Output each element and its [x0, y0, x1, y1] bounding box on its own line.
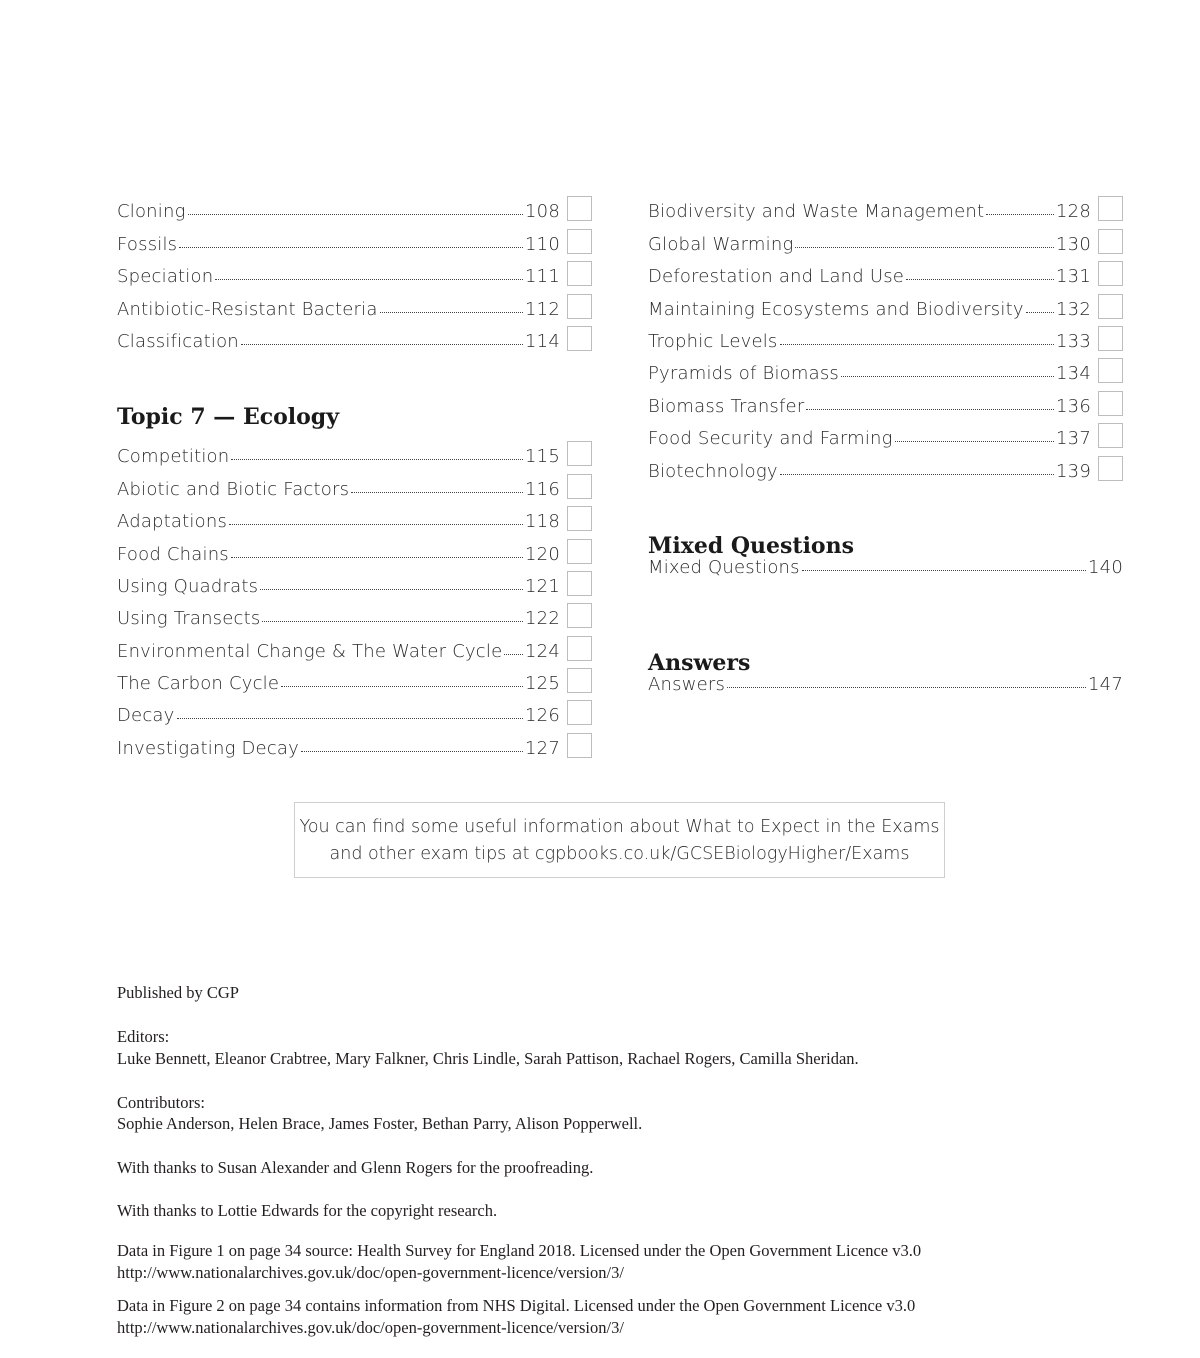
- toc-entry-page: 125: [525, 673, 560, 695]
- toc-entry-title: Mixed Questions: [648, 557, 800, 579]
- dot-leader: [301, 750, 523, 752]
- progress-checkbox[interactable]: [567, 441, 592, 466]
- toc-entry-page: 137: [1056, 428, 1091, 450]
- toc-entry[interactable]: [648, 663, 1123, 695]
- publisher-line: Published by CGP: [117, 983, 239, 1002]
- progress-checkbox[interactable]: [567, 539, 592, 564]
- progress-checkbox[interactable]: [1098, 261, 1123, 286]
- dot-leader: [351, 491, 523, 493]
- toc-list-mixed-questions: [648, 546, 1123, 578]
- editors-list: Luke Bennett, Eleanor Crabtree, Mary Falkner, Chris Lindle, Sarah Pattison, Rachael Rogers, Camilla Sheridan.: [117, 1049, 859, 1068]
- progress-checkbox[interactable]: [1098, 326, 1123, 351]
- toc-entry[interactable]: [117, 565, 592, 597]
- progress-checkbox[interactable]: [567, 261, 592, 286]
- progress-checkbox[interactable]: [1098, 196, 1123, 221]
- progress-checkbox[interactable]: [1098, 229, 1123, 254]
- toc-entry-title: Maintaining Ecosystems and Biodiversity: [648, 298, 1024, 320]
- toc-entry-page: 120: [525, 543, 560, 565]
- toc-entry[interactable]: [117, 662, 592, 694]
- info-box-line: You can find some useful information about What to Expect in the Exams: [299, 817, 940, 837]
- dot-leader: [188, 213, 523, 215]
- dot-leader: [727, 686, 1086, 688]
- toc-entry[interactable]: [648, 320, 1123, 352]
- toc-entry-page: 127: [525, 737, 560, 759]
- dot-leader: [177, 717, 524, 719]
- toc-entry-title: Using Transects: [117, 608, 261, 630]
- toc-entry-title: Competition: [117, 446, 230, 468]
- progress-checkbox[interactable]: [567, 571, 592, 596]
- data-source-note: Data in Figure 2 on page 34 contains information from NHS Digital. Licensed under the Open Government Licence v3.0: [117, 1296, 916, 1315]
- toc-entry[interactable]: [117, 500, 592, 532]
- data-source-note: Data in Figure 1 on page 34 source: Health Survey for England 2018. Licensed under the Open Government Licence v3.0: [117, 1241, 922, 1260]
- progress-checkbox[interactable]: [1098, 358, 1123, 383]
- toc-entry[interactable]: [648, 222, 1123, 254]
- progress-checkbox[interactable]: [567, 196, 592, 221]
- toc-entry-page: 131: [1056, 266, 1091, 288]
- progress-checkbox[interactable]: [567, 668, 592, 693]
- exam-tips-info-box: [294, 802, 945, 878]
- toc-list-topic7: [117, 435, 592, 759]
- toc-entry-title: Biomass Transfer: [648, 395, 805, 417]
- toc-entry-title: Adaptations: [117, 511, 228, 533]
- progress-checkbox[interactable]: [567, 603, 592, 628]
- progress-checkbox[interactable]: [1098, 423, 1123, 448]
- toc-entry-title: Trophic Levels: [648, 330, 778, 352]
- toc-entry[interactable]: [648, 384, 1123, 416]
- licence-url: http://www.nationalarchives.gov.uk/doc/open-government-licence/version/3/: [117, 1263, 624, 1282]
- toc-entry-title: Answers: [648, 674, 726, 696]
- toc-entry-title: Abiotic and Biotic Factors: [117, 478, 350, 500]
- contributors-heading: Contributors:: [117, 1093, 206, 1112]
- section-heading-mixed-questions: Mixed Questions: [648, 533, 854, 559]
- toc-entry-title: Global Warming: [648, 233, 794, 255]
- toc-entry-page: 133: [1056, 330, 1091, 352]
- info-box-line: and other exam tips at cgpbooks.co.uk/GCSEBiologyHigher/Exams: [329, 844, 910, 864]
- progress-checkbox[interactable]: [1098, 391, 1123, 416]
- dot-leader: [780, 473, 1054, 475]
- dot-leader: [260, 588, 523, 590]
- toc-entry-page: 124: [525, 640, 560, 662]
- toc-entry[interactable]: [648, 546, 1123, 578]
- toc-list-answers: [648, 663, 1123, 695]
- proofreading-thanks: With thanks to Susan Alexander and Glenn Rogers for the proofreading.: [117, 1158, 594, 1177]
- dot-leader: [895, 440, 1054, 442]
- toc-entry-page: 132: [1056, 298, 1091, 320]
- toc-left-column: [117, 190, 592, 759]
- toc-entry-page: 136: [1056, 395, 1091, 417]
- toc-entry[interactable]: [117, 597, 592, 629]
- copyright-thanks: With thanks to Lottie Edwards for the copyright research.: [117, 1201, 498, 1220]
- toc-entry-page: 122: [525, 608, 560, 630]
- progress-checkbox[interactable]: [1098, 294, 1123, 319]
- toc-entry-page: 114: [525, 330, 560, 352]
- dot-leader: [215, 278, 523, 280]
- dot-leader: [780, 343, 1055, 345]
- toc-entry[interactable]: [117, 629, 592, 661]
- toc-entry[interactable]: [117, 222, 592, 254]
- progress-checkbox[interactable]: [1098, 456, 1123, 481]
- toc-entry-page: 112: [525, 298, 560, 320]
- toc-entry[interactable]: [648, 255, 1123, 287]
- toc-entry[interactable]: [117, 320, 592, 352]
- dot-leader: [802, 569, 1086, 571]
- toc-entry[interactable]: [117, 255, 592, 287]
- toc-entry-title: Fossils: [117, 233, 178, 255]
- progress-checkbox[interactable]: [567, 474, 592, 499]
- toc-entry-title: The Carbon Cycle: [117, 673, 280, 695]
- toc-entry-page: 116: [525, 478, 560, 500]
- toc-entry[interactable]: [648, 287, 1123, 319]
- toc-list-topic7-continued: [648, 190, 1123, 482]
- section-heading-answers: Answers: [648, 650, 751, 676]
- toc-entry[interactable]: [117, 190, 592, 222]
- toc-entry-title: Using Quadrats: [117, 575, 259, 597]
- toc-entry[interactable]: [117, 435, 592, 467]
- toc-entry-title: Investigating Decay: [117, 737, 300, 759]
- toc-entry-page: 108: [525, 201, 560, 223]
- toc-entry-page: 140: [1088, 557, 1123, 579]
- toc-entry-title: Speciation: [117, 266, 214, 288]
- toc-entry-title: Cloning: [117, 201, 186, 223]
- dot-leader: [504, 653, 523, 655]
- toc-entry-page: 111: [525, 266, 560, 288]
- toc-entry[interactable]: [648, 417, 1123, 449]
- progress-checkbox[interactable]: [567, 700, 592, 725]
- toc-entry-page: 121: [525, 575, 560, 597]
- toc-entry-title: Pyramids of Biomass: [648, 363, 839, 385]
- dot-leader: [841, 375, 1054, 377]
- toc-entry-title: Food Security and Farming: [648, 428, 893, 450]
- dot-leader: [380, 311, 523, 313]
- toc-entry-title: Environmental Change & The Water Cycle: [117, 640, 503, 662]
- dot-leader: [179, 246, 523, 248]
- toc-entry-title: Decay: [117, 705, 175, 727]
- dot-leader: [229, 523, 523, 525]
- toc-entry-page: 130: [1056, 233, 1091, 255]
- toc-entry-page: 118: [525, 511, 560, 533]
- progress-checkbox[interactable]: [567, 506, 592, 531]
- dot-leader: [795, 246, 1054, 248]
- toc-entry[interactable]: [117, 726, 592, 758]
- dot-leader: [986, 213, 1054, 215]
- toc-entry-title: Biodiversity and Waste Management: [648, 201, 985, 223]
- progress-checkbox[interactable]: [567, 733, 592, 758]
- progress-checkbox[interactable]: [567, 326, 592, 351]
- dot-leader: [231, 556, 523, 558]
- toc-right-column: [648, 190, 1123, 696]
- toc-entry[interactable]: [117, 287, 592, 319]
- dot-leader: [262, 620, 523, 622]
- dot-leader: [806, 408, 1054, 410]
- toc-entry-page: 128: [1056, 201, 1091, 223]
- toc-entry-page: 147: [1088, 674, 1123, 696]
- toc-entry-page: 134: [1056, 363, 1091, 385]
- progress-checkbox[interactable]: [567, 636, 592, 661]
- toc-entry-title: Food Chains: [117, 543, 229, 565]
- dot-leader: [1026, 311, 1054, 313]
- toc-entry[interactable]: [648, 449, 1123, 481]
- contributors-list: Sophie Anderson, Helen Brace, James Foster, Bethan Parry, Alison Popperwell.: [117, 1114, 643, 1133]
- toc-entry[interactable]: [648, 190, 1123, 222]
- progress-checkbox[interactable]: [567, 294, 592, 319]
- toc-entry-title: Antibiotic-Resistant Bacteria: [117, 298, 378, 320]
- section-heading-topic7: Topic 7 — Ecology: [117, 403, 339, 430]
- progress-checkbox[interactable]: [567, 229, 592, 254]
- editors-heading: Editors:: [117, 1027, 170, 1046]
- toc-entry-title: Deforestation and Land Use: [648, 266, 905, 288]
- toc-entry-page: 110: [525, 233, 560, 255]
- toc-entry-page: 126: [525, 705, 560, 727]
- dot-leader: [241, 343, 523, 345]
- toc-entry-title: Classification: [117, 330, 239, 352]
- toc-entry[interactable]: [117, 694, 592, 726]
- toc-entry[interactable]: [648, 352, 1123, 384]
- toc-entry[interactable]: [117, 467, 592, 499]
- toc-list-topic6-continued: [117, 190, 592, 352]
- toc-entry-title: Biotechnology: [648, 460, 778, 482]
- dot-leader: [231, 458, 523, 460]
- toc-entry[interactable]: [117, 532, 592, 564]
- licence-url: http://www.nationalarchives.gov.uk/doc/open-government-licence/version/3/: [117, 1318, 624, 1337]
- toc-entry-page: 115: [525, 446, 560, 468]
- dot-leader: [906, 278, 1054, 280]
- dot-leader: [281, 685, 523, 687]
- toc-entry-page: 139: [1056, 460, 1091, 482]
